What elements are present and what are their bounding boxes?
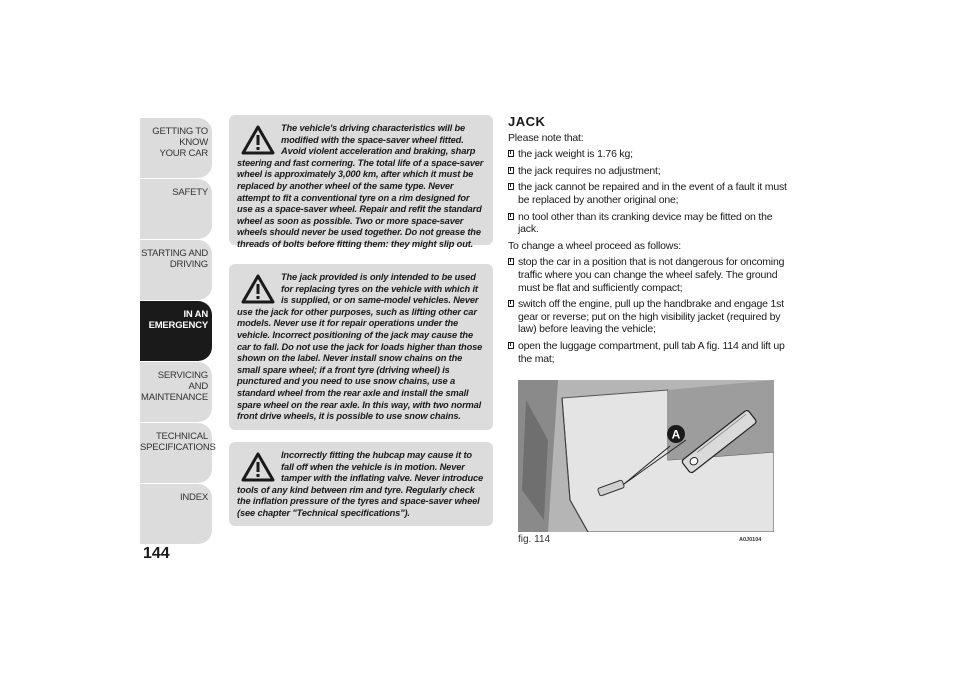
warning-text: The vehicle's driving characteristics will be modified with the space-saver wheel fitted. Avoid violent acceleration and braking, sharp steering and fast cornering. The total life of a space-saver wheel is approximately 3,000 km, after which it must be replaced by another wheel of the same type. Never attempt to fit a conventional tyre on a rim designed for use as a space-saver wheel. Repair and refit the standard wheel as soon as possible. Two or more space-saver wheels should never be used together. Do not grease the threads of bolts before fitting them: they might slip out. — [237, 123, 484, 249]
list-item: the jack cannot be repaired and in the event of a fault it must be replaced by another original one; — [508, 181, 788, 206]
list-item: the jack weight is 1.76 kg; — [508, 148, 788, 161]
bullet-box-icon — [508, 167, 514, 174]
callout-a-label: A — [671, 427, 681, 442]
tab-index[interactable]: INDEX — [140, 484, 212, 544]
bullet-box-icon — [508, 213, 514, 220]
list-item: open the luggage compartment, pull tab A fig. 114 and lift up the mat; — [508, 340, 788, 365]
warning-box-jack — [229, 264, 493, 430]
warning-box-hubcap — [229, 442, 493, 526]
figure-code: A0J0104 — [739, 537, 762, 543]
tab-in-an-emergency[interactable]: IN AN EMERGENCY — [140, 301, 212, 361]
list-item: switch off the engine, pull up the handbrake and engage 1st gear or reverse; put on the high visibility jacket (required by law) before leaving the vehicle; — [508, 298, 788, 336]
warning-triangle-icon — [241, 125, 275, 155]
bullet-box-icon — [508, 342, 514, 349]
tab-starting-driving[interactable]: STARTING AND DRIVING — [140, 240, 212, 300]
bullet-box-icon — [508, 150, 514, 157]
list-item: stop the car in a position that is not dangerous for oncoming traffic where you can change the wheel safely. The ground must be flat and sufficiently compact; — [508, 256, 788, 294]
bullet-box-icon — [508, 258, 514, 265]
intro-text: Please note that: — [508, 131, 584, 144]
tab-technical-specifications[interactable]: TECHNICAL SPECIFICATIONS — [140, 423, 212, 483]
tab-servicing-maintenance[interactable]: SERVICING AND MAINTENANCE — [140, 362, 212, 422]
section-heading: JACK — [508, 114, 546, 129]
jack-section — [508, 116, 788, 369]
warning-text: Incorrectly fitting the hubcap may cause it to fall off when the vehicle is in motion. Never tamper with the inflating valve. Never introduce tools of any kind between rim and tyre. Regularly check the inflation pressure of the tyres and space-saver wheel (see chapter "Technical specifications"). — [237, 450, 484, 518]
bullet-box-icon — [508, 300, 514, 307]
procedure-intro: To change a wheel proceed as follows: — [508, 239, 681, 252]
tab-getting-to-know[interactable]: GETTING TO KNOW YOUR CAR — [140, 118, 212, 178]
page-number: 144 — [143, 545, 170, 562]
figure-caption: fig. 114 — [518, 534, 551, 545]
bullet-box-icon — [508, 183, 514, 190]
warning-box-space-saver — [229, 115, 493, 249]
list-item: no tool other than its cranking device may be fitted on the jack. — [508, 211, 788, 236]
list-item: the jack requires no adjustment; — [508, 165, 788, 178]
luggage-mat-illustration — [518, 380, 774, 532]
warning-triangle-icon — [241, 274, 275, 304]
tab-safety[interactable]: SAFETY — [140, 179, 212, 239]
warning-triangle-icon — [241, 452, 275, 482]
warning-text: The jack provided is only intended to be used for replacing tyres on the vehicle with which it is supplied, or on same-model vehicles. Never use the jack for other purposes, such as lifting other car models. Never use it for repair operations under the vehicle. Incorrect positioning of the jack may cause the car to fall. Do not use the jack for loads higher than those shown on the label. Never install snow chains on the small spare wheel; if a front tyre (driving wheel) is punctured and you need to use snow chains, use a standard wheel from the rear axle and install the small spare wheel on the rear axle. In this way, with two normal front drive wheels, it is possible to use snow chains. — [237, 272, 483, 422]
luggage-compartment-figure — [518, 380, 774, 532]
